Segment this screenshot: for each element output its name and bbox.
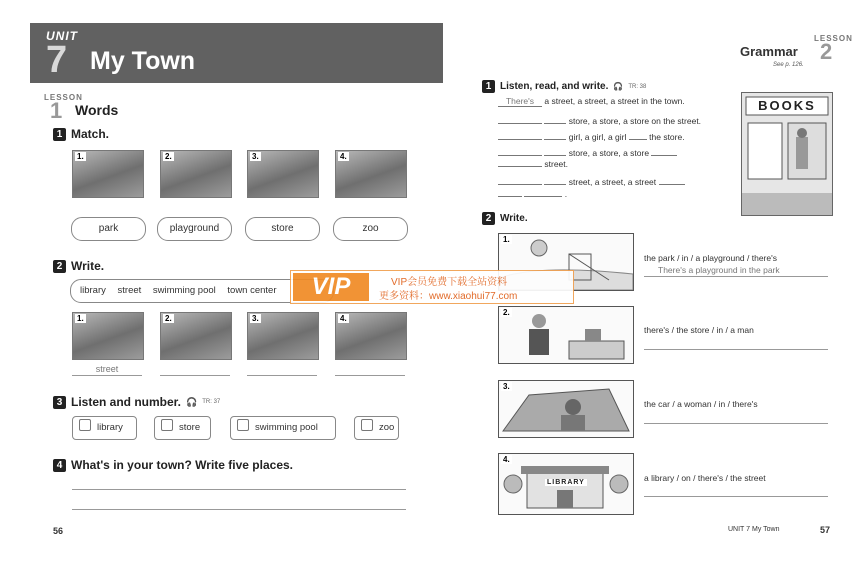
lesson-number: 1 — [50, 98, 63, 123]
chant-blank[interactable] — [651, 146, 677, 156]
listen-option-swimming-pool[interactable] — [230, 416, 336, 440]
photo-number: 1. — [77, 314, 84, 323]
section-number: 2 — [482, 212, 495, 225]
photo-number: 3. — [252, 152, 259, 161]
lesson-2-badge — [814, 34, 853, 65]
checkbox-icon[interactable] — [161, 419, 173, 431]
track-number: TR: 38 — [628, 83, 647, 90]
unit-label: UNIT — [46, 29, 78, 43]
listen-option-library[interactable] — [72, 416, 137, 440]
chant-blank[interactable] — [498, 130, 542, 140]
section-write-title — [53, 259, 104, 273]
photo-swimming-pool — [160, 312, 232, 360]
answer-line[interactable] — [644, 423, 828, 424]
writing-line[interactable] — [72, 489, 406, 490]
photo-number: 3. — [252, 314, 259, 323]
section-number: 2 — [53, 260, 66, 273]
page-footer — [728, 526, 780, 533]
chant-blank[interactable] — [498, 114, 542, 124]
word-bank-item: library — [80, 285, 106, 296]
answer-line[interactable] — [247, 375, 317, 376]
match-word-park[interactable]: park — [71, 217, 146, 241]
chant-text: store, a store, a store — [568, 148, 650, 158]
chant-text: street. — [544, 159, 568, 169]
car-drawing — [499, 381, 633, 437]
write-answer-1: There's a playground in the park — [658, 265, 780, 275]
chant-line-1 — [498, 96, 685, 107]
chant-blank[interactable] — [498, 187, 522, 197]
checkbox-icon[interactable] — [237, 419, 249, 431]
answer-line[interactable] — [644, 349, 828, 350]
photo-town-center — [335, 312, 407, 360]
match-word-store[interactable]: store — [245, 217, 320, 241]
grammar-title: Grammar — [740, 44, 798, 59]
section-number: 4 — [53, 459, 66, 472]
prompt-3: the car / a woman / in / there's — [644, 399, 758, 409]
section-number: 1 — [53, 128, 66, 141]
photo-number: 2. — [165, 314, 172, 323]
store-drawing — [499, 307, 633, 363]
chant-text: street, a street, a street — [568, 177, 657, 187]
lesson-title: Words — [75, 102, 119, 118]
lesson-label: LESSON — [44, 93, 83, 102]
unit-number: 7 — [46, 39, 68, 81]
word-bank-item: street — [117, 285, 142, 296]
library-sign: LIBRARY — [547, 479, 585, 486]
write-answer-1: street — [95, 364, 119, 374]
chant-blank[interactable] — [544, 146, 566, 156]
chant-blank[interactable] — [524, 187, 562, 197]
answer-line[interactable] — [72, 375, 142, 376]
chant-blank[interactable] — [498, 175, 542, 185]
section-number: 3 — [53, 396, 66, 409]
picture-store — [498, 306, 634, 364]
headphones-icon: 🎧 — [613, 82, 624, 91]
checkbox-icon[interactable] — [79, 419, 91, 431]
footer-title: My Town — [752, 526, 780, 533]
section-listen-read-write-title — [482, 80, 646, 93]
section-listen-title — [53, 395, 220, 409]
photo-street — [72, 312, 144, 360]
listen-option-zoo[interactable] — [354, 416, 399, 440]
section-number: 1 — [482, 80, 495, 93]
photo-zoo — [247, 150, 319, 198]
chant-line-3 — [498, 130, 685, 142]
chant-blank[interactable] — [498, 146, 542, 156]
picture-number: 3. — [503, 382, 510, 391]
photo-playground — [160, 150, 232, 198]
section-title: Match. — [71, 127, 110, 141]
chant-text: a street, a street, a street in the town. — [544, 96, 685, 106]
footer-unit: UNIT 7 — [728, 526, 751, 533]
listen-option-store[interactable] — [154, 416, 211, 440]
chant-text: . — [564, 189, 568, 199]
word-bank-item: town center — [227, 285, 277, 296]
answer-line[interactable] — [644, 496, 828, 497]
answer-line[interactable] — [335, 375, 405, 376]
option-label: library — [97, 422, 123, 433]
section-title: What's in your town? Write five places. — [71, 458, 293, 472]
track-number: TR: 37 — [202, 399, 221, 405]
picture-number: 2. — [503, 308, 510, 317]
see-page-note: See p. 126. — [773, 62, 804, 68]
chant-line-5 — [498, 157, 568, 169]
option-label: swimming pool — [255, 422, 318, 433]
word-bank-item: swimming pool — [152, 285, 216, 296]
watermark-line-1: VIP会员免费下载全站资料 — [391, 277, 508, 288]
chant-blank[interactable] — [498, 157, 542, 167]
vip-logo: VIP — [293, 273, 369, 301]
chant-line-2 — [498, 114, 701, 126]
watermark-line-2: 更多资料：www.xiaohui77.com — [379, 291, 518, 302]
section-write-sentences-title — [482, 212, 528, 225]
chant-blank[interactable] — [629, 130, 647, 140]
section-your-town-title — [53, 458, 293, 472]
books-sign: BOOKS — [758, 98, 816, 113]
chant-text: store, a store, a store on the street. — [568, 116, 702, 126]
prompt-2: there's / the store / in / a man — [644, 325, 754, 335]
photo-number: 2. — [165, 152, 172, 161]
chant-blank[interactable] — [544, 130, 566, 140]
chant-line-6 — [498, 175, 685, 187]
watermark-banner — [290, 270, 574, 304]
photo-number: 1. — [77, 152, 84, 161]
prompt-1: the park / in / a playground / there's — [644, 253, 777, 263]
option-label: store — [179, 422, 201, 433]
prompt-4: a library / on / there's / the street — [644, 473, 766, 483]
chant-blank[interactable] — [544, 175, 566, 185]
chant-line-7 — [498, 187, 567, 199]
section-title: Listen, read, and write. — [500, 81, 609, 92]
writing-line[interactable] — [72, 509, 406, 510]
picture-number: 4. — [503, 455, 510, 464]
chant-text: the store. — [649, 132, 685, 142]
unit-title: My Town — [90, 47, 196, 75]
checkbox-icon[interactable] — [361, 419, 373, 431]
section-title: Listen and number. — [71, 395, 182, 409]
match-word-zoo[interactable]: zoo — [333, 217, 408, 241]
chant-blank[interactable] — [544, 114, 566, 124]
chant-answer-1: There's — [498, 96, 542, 107]
match-word-playground[interactable]: playground — [157, 217, 232, 241]
unit-banner — [30, 23, 443, 83]
picture-library — [498, 453, 634, 515]
bookstore-illustration — [741, 92, 833, 216]
photo-number: 4. — [340, 314, 347, 323]
option-label: zoo — [379, 422, 395, 433]
answer-line[interactable] — [160, 375, 230, 376]
photo-library — [247, 312, 319, 360]
lesson-number: 2 — [820, 39, 833, 64]
headphones-icon: 🎧 — [186, 396, 198, 407]
chant-blank[interactable] — [659, 175, 685, 185]
page-number-right: 57 — [820, 525, 831, 535]
answer-line[interactable] — [644, 276, 828, 277]
photo-number: 4. — [340, 152, 347, 161]
page-number-left: 56 — [53, 526, 64, 536]
section-title: Write. — [500, 213, 528, 224]
photo-store — [335, 150, 407, 198]
chant-text: girl, a girl, a girl — [568, 132, 627, 142]
section-match-title — [53, 127, 109, 141]
picture-number: 1. — [503, 235, 510, 244]
picture-car — [498, 380, 634, 438]
lesson-label: LESSON — [814, 34, 853, 43]
section-title: Write. — [71, 259, 105, 273]
photo-park — [72, 150, 144, 198]
